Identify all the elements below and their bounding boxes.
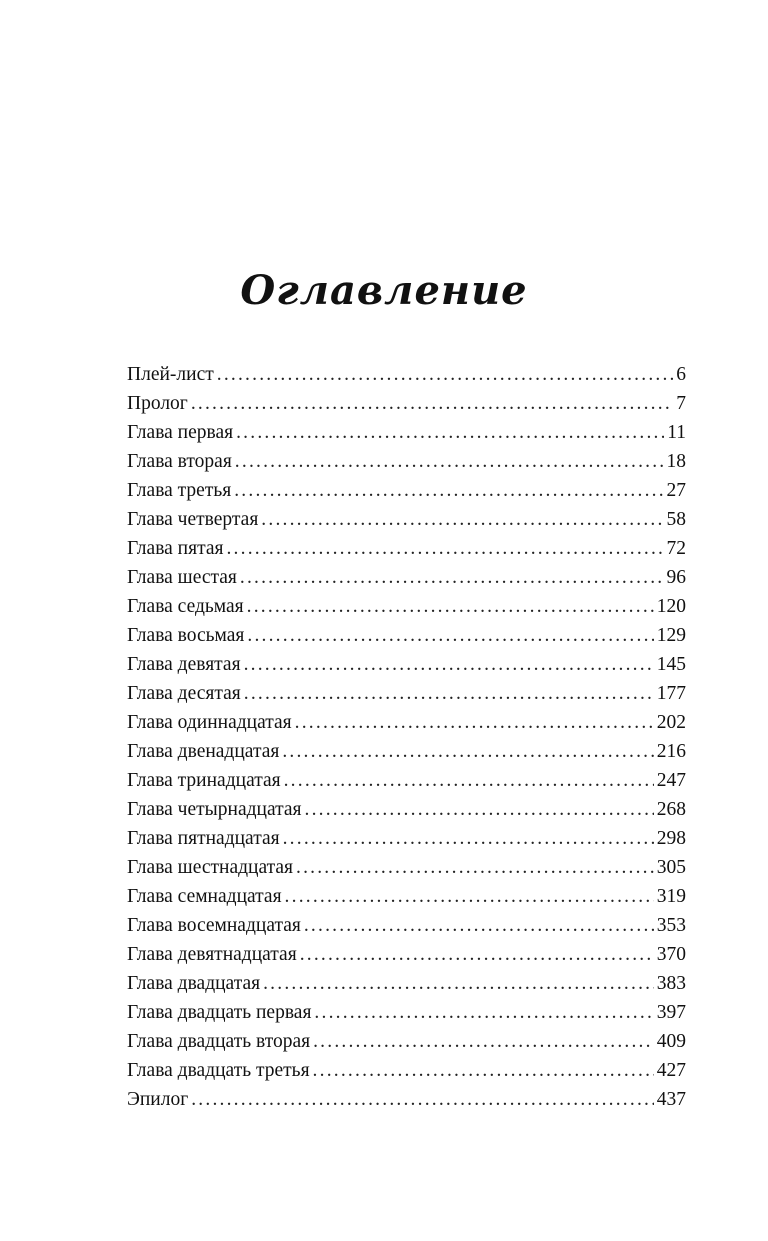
dot-leader <box>263 969 654 998</box>
toc-entry <box>127 505 686 534</box>
toc-entry-label: Глава двадцать первая <box>127 1002 312 1023</box>
dot-leader <box>247 592 654 621</box>
toc-entry-label: Глава одиннадцатая <box>127 712 292 733</box>
toc-entry-page-number: 216 <box>656 741 686 762</box>
toc-entry-page-number: 72 <box>666 538 686 559</box>
toc-entry-page-number: 437 <box>656 1089 686 1110</box>
toc-entry-page-number: 6 <box>676 364 686 385</box>
toc-entry <box>127 621 686 650</box>
toc-entry <box>127 592 686 621</box>
page-title: Оглавление <box>240 266 528 314</box>
toc-entry-page-number: 268 <box>656 799 686 820</box>
toc-entry-page-number: 18 <box>666 451 686 472</box>
dot-leader <box>313 1056 654 1085</box>
toc-entry-label: Глава пятая <box>127 538 224 559</box>
dot-leader <box>244 650 654 679</box>
dot-leader <box>305 795 654 824</box>
toc-entry-label: Глава третья <box>127 480 232 501</box>
toc-entry-page-number: 145 <box>656 654 686 675</box>
dot-leader <box>295 708 654 737</box>
toc-entry <box>127 911 686 940</box>
toc-entry-label: Глава десятая <box>127 683 241 704</box>
toc-entry-page-number: 96 <box>666 567 686 588</box>
toc-entry <box>127 795 686 824</box>
dot-leader <box>234 476 663 505</box>
toc-entry-label: Плей-лист <box>127 364 214 385</box>
toc-entry-page-number: 409 <box>656 1031 686 1052</box>
toc-entry <box>127 650 686 679</box>
toc-entry <box>127 1085 686 1114</box>
toc-entry-label: Глава восемнадцатая <box>127 915 301 936</box>
toc-entry-page-number: 27 <box>666 480 686 501</box>
dot-leader <box>236 418 664 447</box>
toc-entry <box>127 824 686 853</box>
dot-leader <box>313 1027 654 1056</box>
toc-entry <box>127 389 686 418</box>
toc-entry-label: Пролог <box>127 393 188 414</box>
dot-leader <box>191 1085 654 1114</box>
toc-entry <box>127 418 686 447</box>
dot-leader <box>191 389 673 418</box>
table-of-contents <box>127 360 686 1114</box>
toc-entry-page-number: 7 <box>676 393 686 414</box>
toc-entry-page-number: 120 <box>656 596 686 617</box>
toc-entry-page-number: 305 <box>656 857 686 878</box>
toc-entry-page-number: 353 <box>656 915 686 936</box>
toc-entry <box>127 1056 686 1085</box>
toc-entry <box>127 882 686 911</box>
toc-entry-label: Глава двадцать вторая <box>127 1031 311 1052</box>
toc-entry-label: Глава первая <box>127 422 234 443</box>
dot-leader <box>304 911 654 940</box>
toc-entry-page-number: 319 <box>656 886 686 907</box>
toc-entry-page-number: 383 <box>656 973 686 994</box>
toc-entry-label: Глава шестнадцатая <box>127 857 293 878</box>
toc-entry-page-number: 370 <box>656 944 686 965</box>
toc-entry-label: Глава вторая <box>127 451 232 472</box>
toc-entry <box>127 563 686 592</box>
toc-entry-page-number: 11 <box>667 422 686 443</box>
dot-leader <box>314 998 653 1027</box>
toc-entry-label: Глава шестая <box>127 567 237 588</box>
dot-leader <box>285 882 654 911</box>
toc-entry <box>127 940 686 969</box>
toc-entry-label: Глава тринадцатая <box>127 770 281 791</box>
toc-entry-page-number: 129 <box>656 625 686 646</box>
toc-entry-page-number: 427 <box>656 1060 686 1081</box>
toc-entry-label: Глава пятнадцатая <box>127 828 280 849</box>
dot-leader <box>261 505 663 534</box>
dot-leader <box>235 447 664 476</box>
dot-leader <box>226 534 663 563</box>
toc-entry <box>127 534 686 563</box>
dot-leader <box>283 824 654 853</box>
toc-entry <box>127 737 686 766</box>
toc-entry <box>127 766 686 795</box>
toc-entry <box>127 360 686 389</box>
toc-entry-label: Глава семнадцатая <box>127 886 282 907</box>
toc-entry-page-number: 58 <box>666 509 686 530</box>
toc-entry-page-number: 247 <box>656 770 686 791</box>
toc-entry <box>127 998 686 1027</box>
toc-entry-label: Глава четырнадцатая <box>127 799 302 820</box>
toc-entry <box>127 1027 686 1056</box>
toc-entry-page-number: 298 <box>656 828 686 849</box>
toc-entry-label: Глава девятая <box>127 654 241 675</box>
toc-entry-label: Глава двенадцатая <box>127 741 280 762</box>
dot-leader <box>300 940 654 969</box>
toc-entry <box>127 679 686 708</box>
toc-entry-label: Глава восьмая <box>127 625 245 646</box>
toc-entry-page-number: 202 <box>656 712 686 733</box>
dot-leader <box>296 853 654 882</box>
toc-entry <box>127 447 686 476</box>
toc-entry-label: Глава девятнадцатая <box>127 944 297 965</box>
dot-leader <box>247 621 653 650</box>
toc-entry-label: Глава двадцать третья <box>127 1060 310 1081</box>
toc-entry-label: Глава четвертая <box>127 509 259 530</box>
toc-entry-page-number: 177 <box>656 683 686 704</box>
toc-entry-label: Эпилог <box>127 1089 189 1110</box>
dot-leader <box>282 737 653 766</box>
toc-entry-page-number: 397 <box>656 1002 686 1023</box>
toc-entry <box>127 476 686 505</box>
dot-leader <box>240 563 664 592</box>
dot-leader <box>217 360 674 389</box>
dot-leader <box>284 766 654 795</box>
toc-entry <box>127 969 686 998</box>
toc-entry <box>127 708 686 737</box>
dot-leader <box>244 679 654 708</box>
toc-entry-label: Глава двадцатая <box>127 973 261 994</box>
toc-entry-label: Глава седьмая <box>127 596 244 617</box>
toc-entry <box>127 853 686 882</box>
